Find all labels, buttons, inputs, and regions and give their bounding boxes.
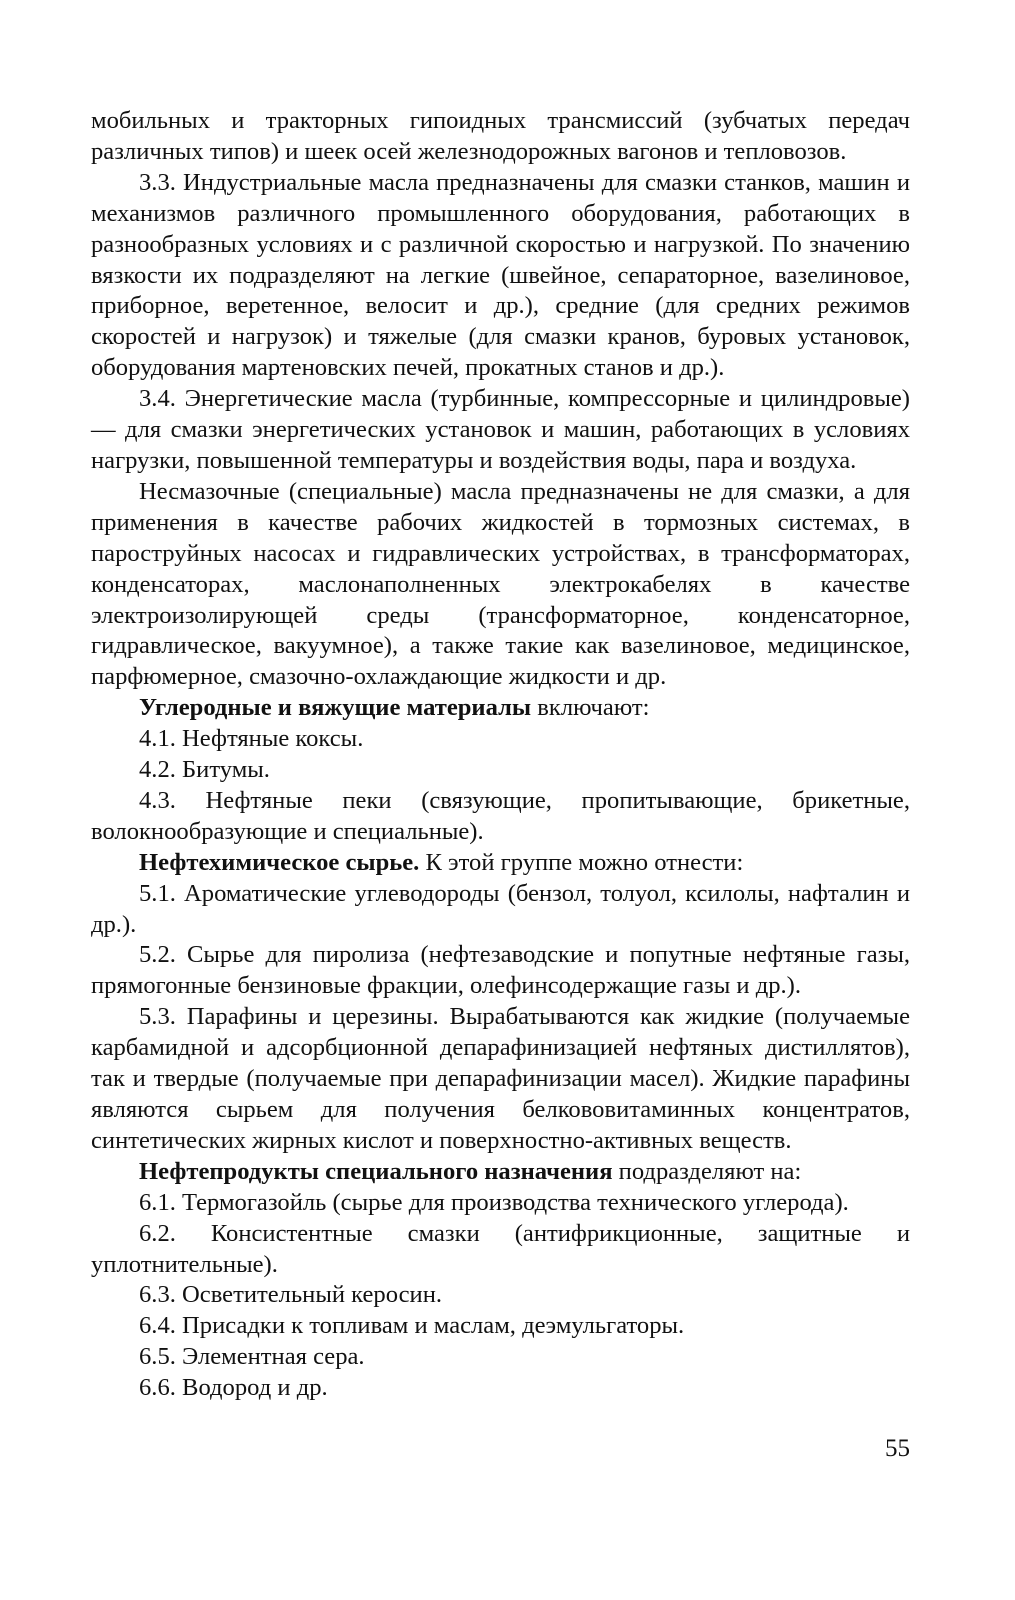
paragraph-text: 6.4. Присадки к топливам и маслам, деэмульгаторы. bbox=[139, 1312, 685, 1340]
paragraph-6-4 bbox=[91, 1311, 910, 1342]
paragraph-6-3 bbox=[91, 1280, 910, 1311]
paragraph-text: 3.3. Индустриальные масла предназначены для смазки станков, машин и механизмов различного промышленного оборудования, работающих в разнообразных условиях и с различной скоростью и нагрузкой. По значению вязкости их подразделяют на легкие (швейное, сепараторное, вазелиновое, приборное, веретенное, велосит и др.), средние (для средних режимов скоростей и нагрузок) и тяжелые (для смазки кранов, буровых установок, оборудования мартеновских печей, прокатных станов и др.). bbox=[91, 168, 910, 382]
paragraph-4-2 bbox=[91, 755, 910, 786]
paragraph-text: 4.2. Битумы. bbox=[139, 756, 270, 784]
paragraph-text: 6.2. Консистентные смазки (антифрикционные, защитные и уплотнительные). bbox=[91, 1219, 910, 1278]
paragraph-6-1 bbox=[91, 1188, 910, 1219]
paragraph-text: 6.5. Элементная сера. bbox=[139, 1343, 365, 1371]
paragraph-5-3 bbox=[91, 1002, 910, 1157]
paragraph-5-2 bbox=[91, 940, 910, 1002]
paragraph-non-lubricating-oils bbox=[91, 477, 910, 693]
paragraph-carbon-materials bbox=[91, 693, 910, 724]
body-text bbox=[91, 106, 910, 1404]
paragraph-6-2 bbox=[91, 1219, 910, 1281]
bold-heading: Углеродные и вяжущие материалы bbox=[139, 694, 532, 722]
paragraph-5-1 bbox=[91, 879, 910, 941]
bold-heading: Нефтепродукты специального назначения bbox=[139, 1157, 613, 1185]
paragraph-6-6 bbox=[91, 1373, 910, 1404]
paragraph-4-3 bbox=[91, 786, 910, 848]
paragraph-text: К этой группе можно отнести: bbox=[419, 848, 744, 876]
paragraph-text: включают: bbox=[531, 694, 650, 722]
paragraph-special-products bbox=[91, 1157, 910, 1188]
paragraph-3-3-industrial-oils bbox=[91, 168, 910, 384]
page-number: 55 bbox=[885, 1435, 910, 1462]
paragraph-text: 4.3. Нефтяные пеки (связующие, пропитывающие, брикетные, волокнообразующие и специальные). bbox=[91, 786, 910, 845]
paragraph-6-5 bbox=[91, 1342, 910, 1373]
paragraph-continuation bbox=[91, 106, 910, 168]
paragraph-3-4-energy-oils bbox=[91, 384, 910, 477]
paragraph-text: 4.1. Нефтяные коксы. bbox=[139, 725, 364, 753]
paragraph-4-1 bbox=[91, 724, 910, 755]
bold-heading: Нефтехимическое сырье. bbox=[139, 848, 420, 876]
paragraph-text: 5.2. Сырье для пиролиза (нефтезаводские и попутные нефтяные газы, прямогонные бензиновые фракции, олефинсодержащие газы и др.). bbox=[91, 941, 910, 1000]
paragraph-text: 6.3. Осветительный керосин. bbox=[139, 1281, 443, 1309]
paragraph-text: 5.1. Ароматические углеводороды (бензол, толуол, ксилолы, нафталин и др.). bbox=[91, 879, 910, 938]
paragraph-text: подразделяют на: bbox=[612, 1157, 802, 1185]
paragraph-text: 5.3. Парафины и церезины. Вырабатываются как жидкие (получаемые карбамидной и адсорбционной депарафинизацией нефтяных дистиллятов), так и твердые (получаемые при депарафинизации масел). Жидкие парафины являются сырьем для получения белкововитаминных концентратов, синтетических жирных кислот и поверхностно-активных веществ. bbox=[91, 1003, 910, 1154]
paragraph-text: 3.4. Энергетические масла (турбинные, компрессорные и цилиндровые) — для смазки энергетических установок и машин, работающих в условиях нагрузки, повышенной температуры и воздействия воды, пара и воздуха. bbox=[91, 385, 910, 474]
paragraph-text: Несмазочные (специальные) масла предназначены не для смазки, а для применения в качестве рабочих жидкостей в тормозных системах, в пароструйных насосах и гидравлических устройствах, в трансформаторах, конденсаторах, маслонаполненных электрокабелях в качестве электроизолирующей среды (трансформаторное, конденсаторное, гидравлическое, вакуумное), а также такие как вазелиновое, медицинское, парфюмерное, смазочно-охлаждающие жидкости и др. bbox=[91, 477, 910, 691]
paragraph-text: мобильных и тракторных гипоидных трансмиссий (зубчатых передач различных типов) и шеек осей железнодорожных вагонов и тепловозов. bbox=[91, 107, 910, 165]
paragraph-petrochemical-feedstock bbox=[91, 848, 910, 879]
paragraph-text: 6.1. Термогазойль (сырье для производства технического углерода). bbox=[139, 1188, 849, 1216]
paragraph-text: 6.6. Водород и др. bbox=[139, 1374, 328, 1402]
